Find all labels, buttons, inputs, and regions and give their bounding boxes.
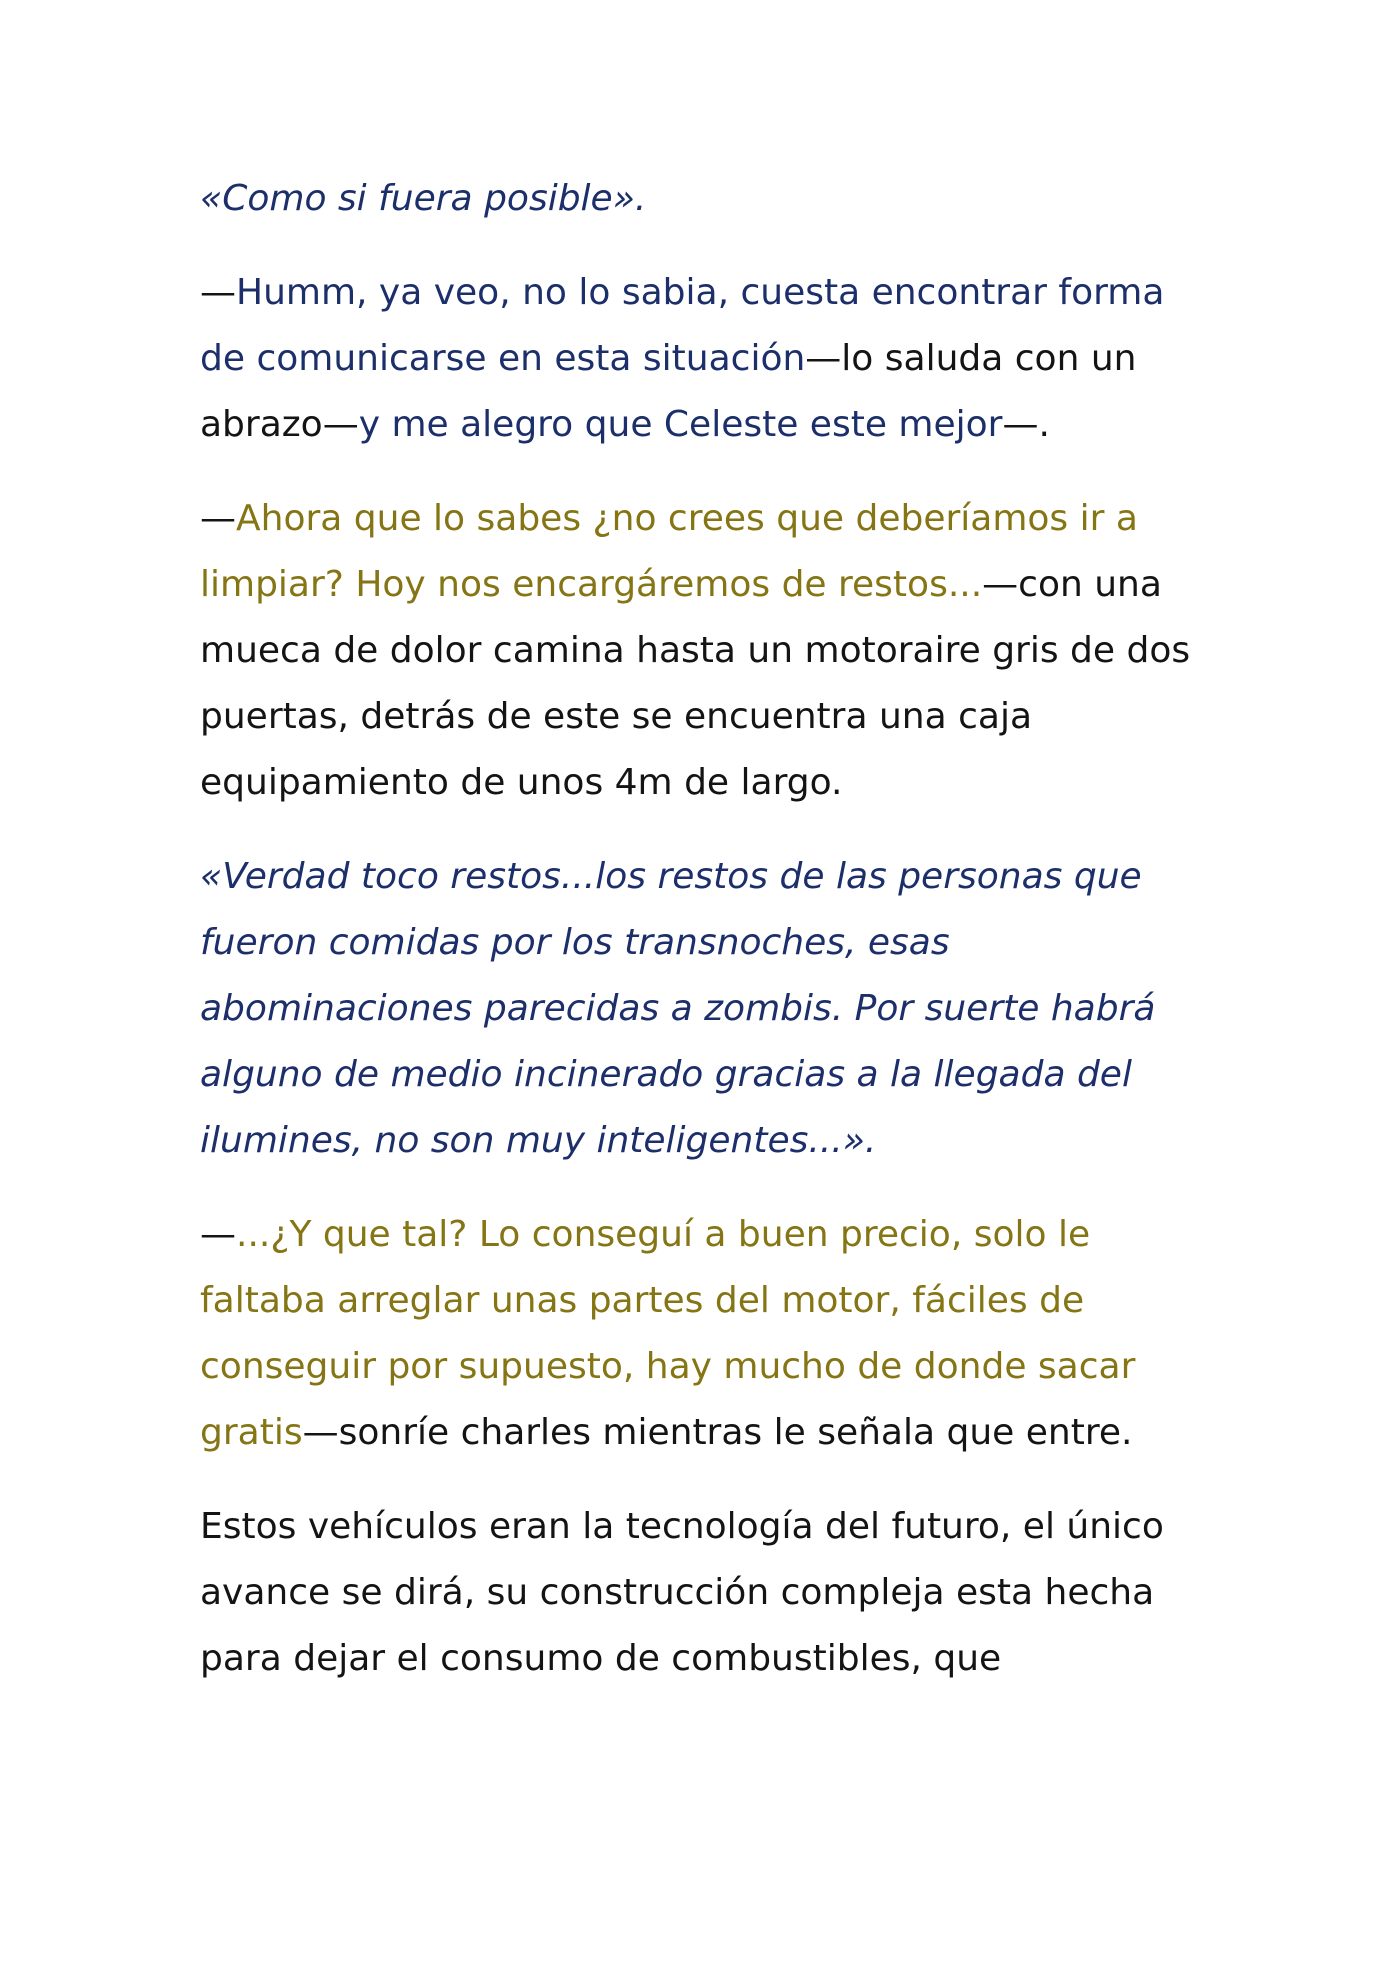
- dialogue-text: ...¿Y que tal? Lo conseguí a buen precio, solo le faltaba arreglar unas partes del motor, fáciles de conseguir por supuesto, hay mucho de donde sacar gratis: [200, 1214, 1136, 1453]
- thought-paragraph: [200, 166, 1210, 232]
- dash: —: [200, 498, 236, 539]
- thought-text: «Verdad toco restos...los restos de las personas que fueron comidas por los transnoches, esas abominaciones parecidas a zombis. Por suerte habrá alguno de medio incinerado gracias a la llegada del ilumines, no son muy inteligentes...».: [200, 856, 1156, 1161]
- dash-end: —.: [1002, 404, 1050, 445]
- dialogue-text: Ahora que lo sabes ¿no crees que deberíamos ir a limpiar? Hoy nos encargáremos de restos...: [200, 498, 1138, 605]
- dialogue-text: Humm, ya veo, no lo sabia, cuesta encontrar forma de comunicarse en esta situación: [200, 272, 1165, 379]
- body-text: [200, 166, 1210, 1720]
- dialogue-paragraph: [200, 260, 1210, 458]
- narration-inline: —lo saluda con un abrazo—: [200, 338, 1137, 445]
- dialogue-text: y me alegro que Celeste este mejor: [358, 404, 1003, 445]
- dialogue-paragraph: [200, 486, 1210, 816]
- thought-paragraph: [200, 844, 1210, 1174]
- thought-text: «Como si fuera posible».: [200, 178, 647, 219]
- dash: —: [200, 1214, 236, 1255]
- narration-inline: —sonríe charles mientras le señala que entre.: [302, 1412, 1133, 1453]
- narration-paragraph: [200, 1494, 1210, 1692]
- narration-inline: —con una mueca de dolor camina hasta un motoraire gris de dos puertas, detrás de este se encuentra una caja equipamiento de unos 4m de largo.: [200, 564, 1191, 803]
- narration-text: Estos vehículos eran la tecnología del futuro, el único avance se dirá, su construcción compleja esta hecha para dejar el consumo de combustibles, que: [200, 1506, 1164, 1679]
- dialogue-paragraph: [200, 1202, 1210, 1466]
- dash: —: [200, 272, 236, 313]
